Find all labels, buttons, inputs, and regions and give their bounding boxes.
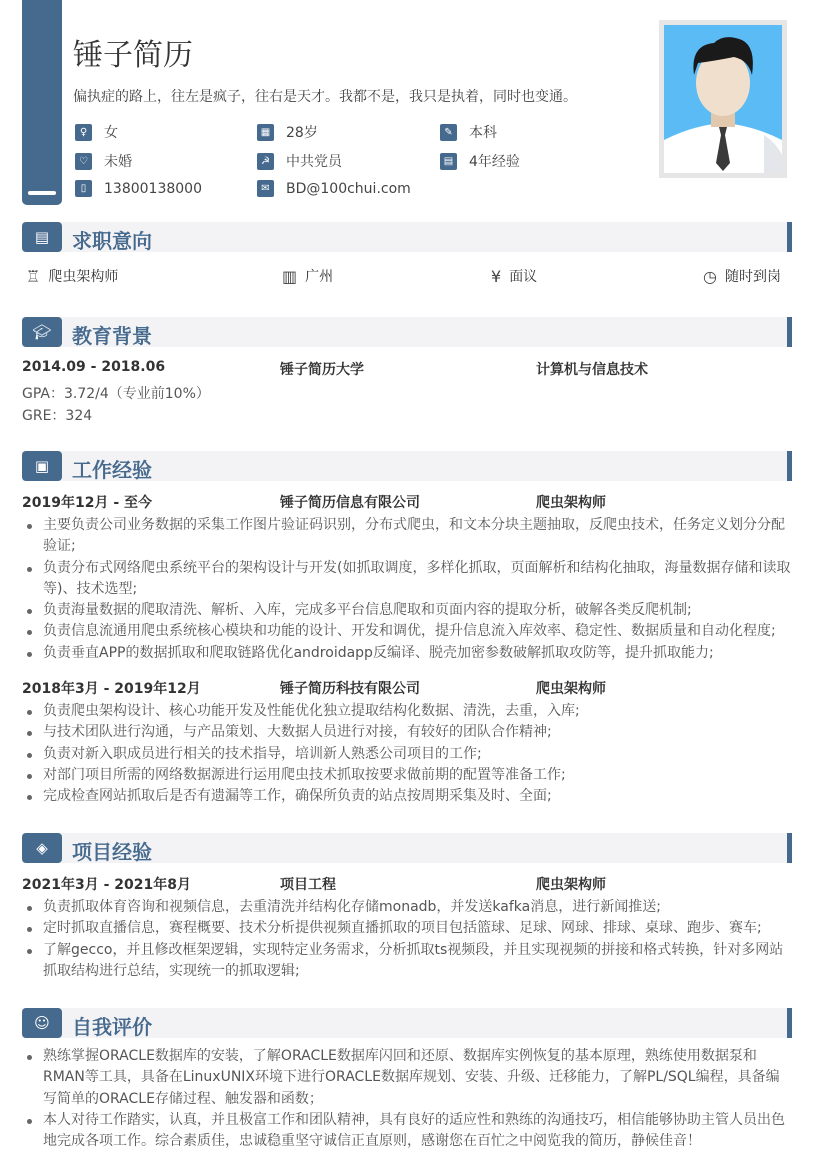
section-header-intent (22, 222, 792, 252)
info-marital (75, 151, 132, 171)
phone-icon: ▯ (75, 180, 92, 197)
resume-name: 锤子简历 (73, 38, 193, 73)
intent-value: 爬虫架构师 (48, 269, 119, 285)
job-role: 爬虫架构师 (536, 681, 606, 697)
section-header-work (22, 451, 792, 481)
info-value[interactable]: BD@100chui.com (286, 180, 411, 197)
list-item: 负责爬虫架构设计、核心功能开发及性能优化独立提取结构化数据、清洗，去重，入库; (22, 701, 792, 722)
info-value: 中共党员 (286, 154, 342, 170)
section-title: 项目经验 (72, 840, 152, 864)
list-item: 与技术团队进行沟通，与产品策划、大数据人员进行对接，有较好的团队合作精神; (22, 722, 792, 743)
job-bullets (22, 701, 792, 807)
self-evaluation-bullets (22, 1046, 792, 1152)
yuan-icon: ¥ (491, 266, 502, 286)
project-row (22, 874, 792, 894)
info-email[interactable] (257, 180, 411, 197)
list-item: 负责信息流通用爬虫系统核心模块和功能的设计、开发和调优，提升信息流入库效率、稳定性、数据质量和自动化程度; (22, 621, 792, 642)
accent-dash (28, 191, 56, 195)
avatar-illustration (664, 25, 782, 173)
email-icon: ✉ (257, 180, 274, 197)
list-item: 定时抓取直播信息，赛程概要、技术分析提供视频直播抓取的项目包括篮球、足球、网球、排球、桌球、跑步、赛车; (22, 918, 792, 939)
list-item: 完成检查网站抓取后是否有遗漏等工作，确保所负责的站点按周期采集及时、全面; (22, 786, 792, 807)
intent-availability (703, 266, 781, 286)
list-item: 本人对待工作踏实，认真，并且极富工作和团队精神，具有良好的适应性和熟练的沟通技巧，相信能够协助主管人员出色地完成各项工作。综合素质佳，忠诚稳重坚守诚信正直原则，感谢您在百忙之中阅览我的简历，静候佳音！ (22, 1110, 792, 1153)
info-value: 女 (104, 125, 118, 141)
job-period: 2018年3月 - 2019年12月 (22, 681, 201, 697)
job-role: 爬虫架构师 (536, 495, 606, 511)
list-item: 负责海量数据的爬取清洗、解析、入库，完成多平台信息爬取和页面内容的提取分析，破解各类反爬机制; (22, 600, 792, 621)
clipboard-icon: ▤ (22, 222, 62, 252)
list-item: 对部门项目所需的网络数据源进行运用爬虫技术抓取按要求做前期的配置等准备工作; (22, 765, 792, 786)
education-row (22, 359, 792, 379)
info-gender (75, 122, 118, 142)
education-icon: ✎ (440, 124, 457, 141)
job-row (22, 678, 792, 698)
intent-city (282, 266, 333, 286)
calendar-icon: ▦ (257, 124, 274, 141)
education-major: 计算机与信息技术 (536, 362, 648, 378)
info-value: 本科 (469, 125, 497, 141)
section-title: 教育背景 (72, 324, 152, 348)
intent-value: 随时到岗 (724, 269, 781, 285)
party-icon: ☭ (257, 153, 274, 170)
briefcase-icon: ▣ (22, 451, 62, 481)
list-item: 负责分布式网络爬虫系统平台的架构设计与开发(如抓取调度，多样化抓取，页面解析和结构化抽取，海量数据存储和读取等)、技术选型; (22, 558, 792, 601)
layers-icon: ◈ (22, 833, 62, 863)
marriage-icon: ♡ (75, 153, 92, 170)
experience-icon: ▤ (440, 153, 457, 170)
info-value: 13800138000 (104, 180, 202, 197)
info-degree (440, 122, 497, 142)
info-value: 4年经验 (469, 154, 520, 170)
header-accent-bar (22, 0, 62, 205)
info-value: 28岁 (286, 125, 318, 141)
project-name: 项目工程 (280, 877, 336, 893)
info-experience (440, 151, 520, 171)
section-header-education (22, 317, 792, 347)
job-company: 锤子简历信息有限公司 (280, 495, 420, 511)
intent-position (26, 266, 118, 286)
graduation-cap-icon: 🎓︎ (22, 317, 62, 347)
section-title: 工作经验 (72, 458, 152, 482)
intent-salary (491, 266, 537, 286)
list-item: 负责抓取体育咨询和视频信息，去重清洗并结构化存储monadb，并发送kafka消息，进行新闻推送; (22, 897, 792, 918)
profile-photo (659, 20, 787, 178)
job-company: 锤子简历科技有限公司 (280, 681, 420, 697)
education-school: 锤子简历大学 (280, 362, 364, 378)
job-period: 2019年12月 - 至今 (22, 495, 153, 511)
section-title: 自我评价 (72, 1015, 152, 1039)
person-icon: ☺ (22, 1008, 62, 1038)
list-item: 了解gecco，并且修改框架逻辑，实现特定业务需求，分析抓取ts视频段，并且实现视频的拼接和格式转换，针对多网站抓取结构进行总结，实现统一的抓取逻辑; (22, 940, 792, 983)
job-row (22, 492, 792, 512)
education-gre: GRE：324 (22, 408, 93, 424)
list-item: 熟练掌握ORACLE数据库的安装，了解ORACLE数据库闪回和还原、数据库实例恢复的基本原理，熟练使用数据泵和 RMAN等工具，具备在LinuxUNIX环境下进行ORACLE数据库规划、安装、升级、迁移能力，了解PL/SQL编程，具备编写简单的ORACLE存储过程、触发器和函数； (22, 1046, 792, 1110)
tie-icon: ♖ (26, 266, 41, 286)
list-item: 负责垂直APP的数据抓取和爬取链路优化androidapp反编译、脱壳加密参数破解抓取攻防等，提升抓取能力; (22, 643, 792, 664)
info-political (257, 151, 342, 171)
intent-value: 广州 (305, 269, 334, 285)
info-value: 未婚 (104, 154, 132, 170)
education-gpa: GPA：3.72/4（专业前10%） (22, 386, 210, 402)
project-role: 爬虫架构师 (536, 877, 606, 893)
section-title: 求职意向 (72, 229, 152, 253)
project-bullets (22, 897, 792, 982)
job-bullets (22, 515, 792, 664)
education-period: 2014.09 - 2018.06 (22, 359, 166, 375)
motto: 偏执症的路上，往左是疯子，往右是天才。我都不是，我只是执着，同时也变通。 (73, 89, 577, 105)
building-icon: ▥ (282, 266, 298, 286)
project-period: 2021年3月 - 2021年8月 (22, 877, 191, 893)
list-item: 主要负责公司业务数据的采集工作图片验证码识别，分布式爬虫，和文本分块主题抽取，反爬虫技术，任务定义划分分配验证; (22, 515, 792, 558)
intent-value: 面议 (509, 269, 538, 285)
gender-icon: ♀ (75, 124, 92, 141)
info-phone (75, 180, 202, 197)
list-item: 负责对新入职成员进行相关的技术指导，培训新人熟悉公司项目的工作; (22, 744, 792, 765)
info-age (257, 122, 318, 142)
section-header-project (22, 833, 792, 863)
section-header-self-evaluation (22, 1008, 792, 1038)
clock-icon: ◷ (703, 266, 717, 286)
